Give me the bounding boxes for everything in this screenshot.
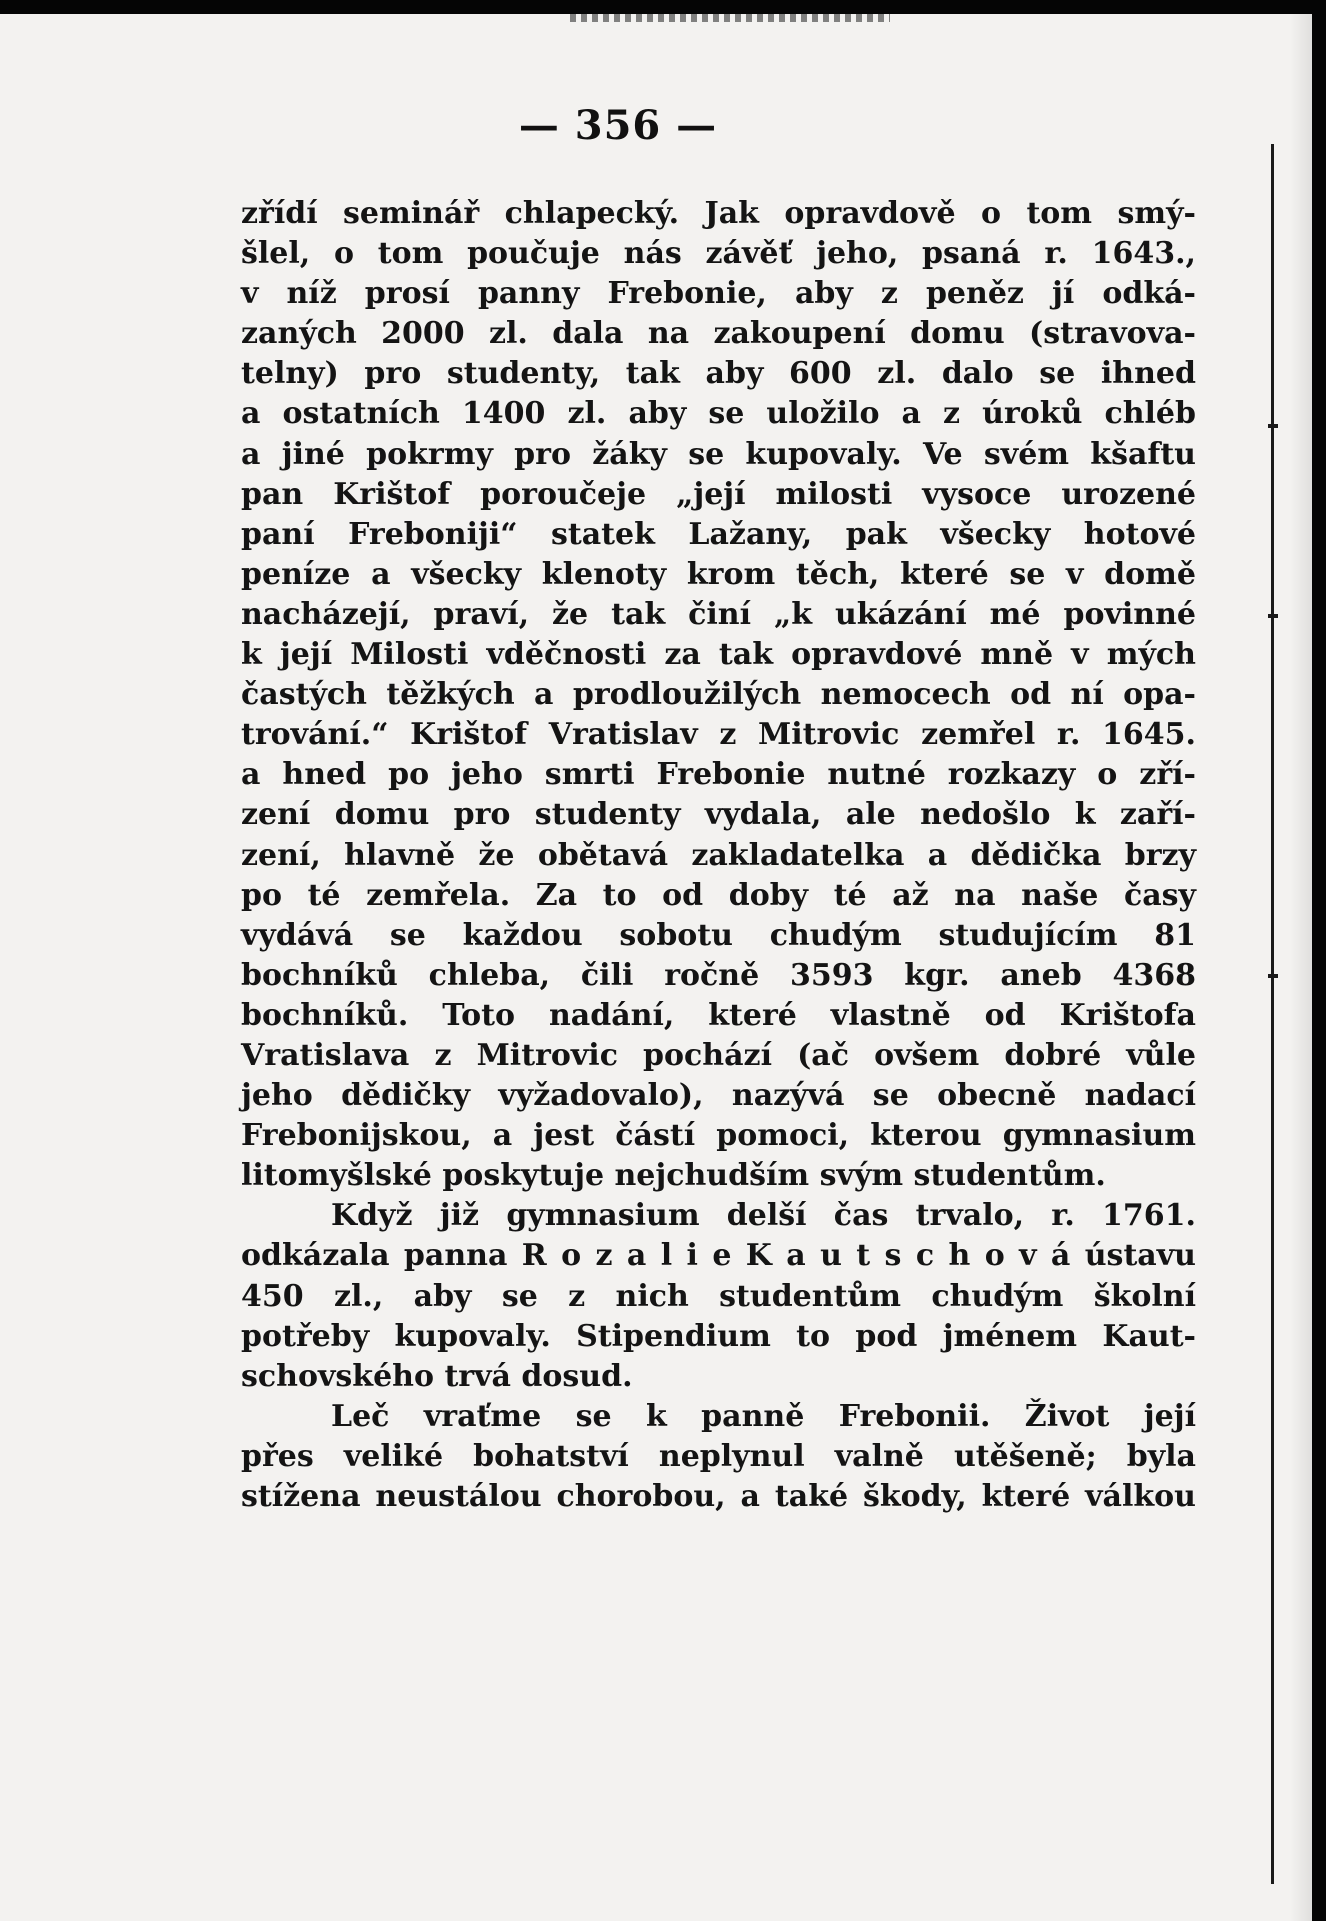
text-line: zaných 2000 zl. dala na zakoupení domu (stravova- — [241, 316, 1196, 352]
text-line: zení domu pro studenty vydala, ale nedošlo k zaří- — [241, 797, 1196, 833]
text-line: častých těžkých a prodloužilých nemocech od ní opa- — [241, 677, 1196, 713]
text-line: peníze a všecky klenoty krom těch, které se v domě — [241, 556, 1196, 592]
text-line: litomyšlské poskytuje nejchudším svým studentům. — [241, 1158, 1106, 1194]
text-line: jeho dědičky vyžadovalo), nazývá se obecně nadací — [241, 1078, 1196, 1114]
text-line: a hned po jeho smrti Frebonie nutné rozkazy o zří- — [241, 757, 1196, 793]
text-line: po té zemřela. Za to od doby té až na naše časy — [241, 877, 1196, 913]
page-edge-tick — [1268, 424, 1278, 428]
page-number — [0, 102, 1312, 149]
page-edge-tick — [1268, 974, 1278, 978]
text-line: telny) pro studenty, tak aby 600 zl. dalo se ihned — [241, 356, 1196, 392]
text-line: trování.“ Krištof Vratislav z Mitrovic zemřel r. 1645. — [241, 717, 1196, 753]
scanned-page — [0, 14, 1312, 1921]
text-line: Vratislava z Mitrovic pochází (ač ovšem dobré vůle — [241, 1037, 1196, 1073]
page-edge-shadow — [1290, 14, 1312, 1921]
text-line: šlel, o tom poučuje nás závěť jeho, psaná r. 1643., — [241, 236, 1196, 272]
text-line: vydává se každou sobotu chudým studujícím 81 — [241, 917, 1196, 953]
text-line: nacházejí, praví, že tak činí „k ukázání mé povinné — [241, 596, 1196, 632]
text-line: stížena neustálou chorobou, a také škody, které válkou — [241, 1479, 1196, 1514]
text-line: zení, hlavně že obětavá zakladatelka a dědička brzy — [241, 837, 1196, 873]
page-edge-line — [1271, 144, 1274, 1884]
page-number-text: — 356 — — [518, 102, 718, 149]
text-line: Leč vraťme se k panně Frebonii. Život její — [331, 1398, 1196, 1434]
text-line: Když již gymnasium delší čas trvalo, r. 1761. — [331, 1198, 1196, 1234]
text-line: potřeby kupovaly. Stipendium to pod jménem Kaut- — [241, 1318, 1196, 1354]
text-line: 450 zl., aby se z nich studentům chudým školní — [241, 1278, 1196, 1314]
text-line: Frebonijskou, a jest částí pomoci, kterou gymnasium — [241, 1118, 1196, 1154]
page-edge-tick — [1268, 614, 1278, 618]
text-line: bochníků chleba, čili ročně 3593 kgr. aneb 4368 — [241, 957, 1196, 993]
text-line: pan Krištof poroučeje „její milosti vysoce urozené — [241, 476, 1196, 512]
text-line: k její Milosti vděčnosti za tak opravdové mně v mých — [241, 637, 1196, 673]
body-text — [241, 194, 1196, 1517]
text-line: bochníků. Toto nadání, které vlastně od Krištofa — [241, 997, 1196, 1033]
text-line: zřídí seminář chlapecký. Jak opravdově o tom smý- — [241, 196, 1196, 231]
text-line: a ostatních 1400 zl. aby se uložilo a z úroků chléb — [241, 396, 1196, 432]
text-line: v níž prosí panny Frebonie, aby z peněz jí odká- — [241, 276, 1196, 312]
text-line: a jiné pokrmy pro žáky se kupovaly. Ve svém kšaftu — [241, 436, 1196, 472]
scan-smudge — [570, 14, 890, 22]
text-line: odkázala panna R o z a l i e K a u t s c h o v á ústavu — [241, 1238, 1196, 1274]
text-line: přes veliké bohatství neplynul valně utěšeně; byla — [241, 1438, 1196, 1474]
text-line: schovského trvá dosud. — [241, 1358, 633, 1394]
text-line: paní Freboniji“ statek Lažany, pak všecky hotové — [241, 516, 1196, 552]
